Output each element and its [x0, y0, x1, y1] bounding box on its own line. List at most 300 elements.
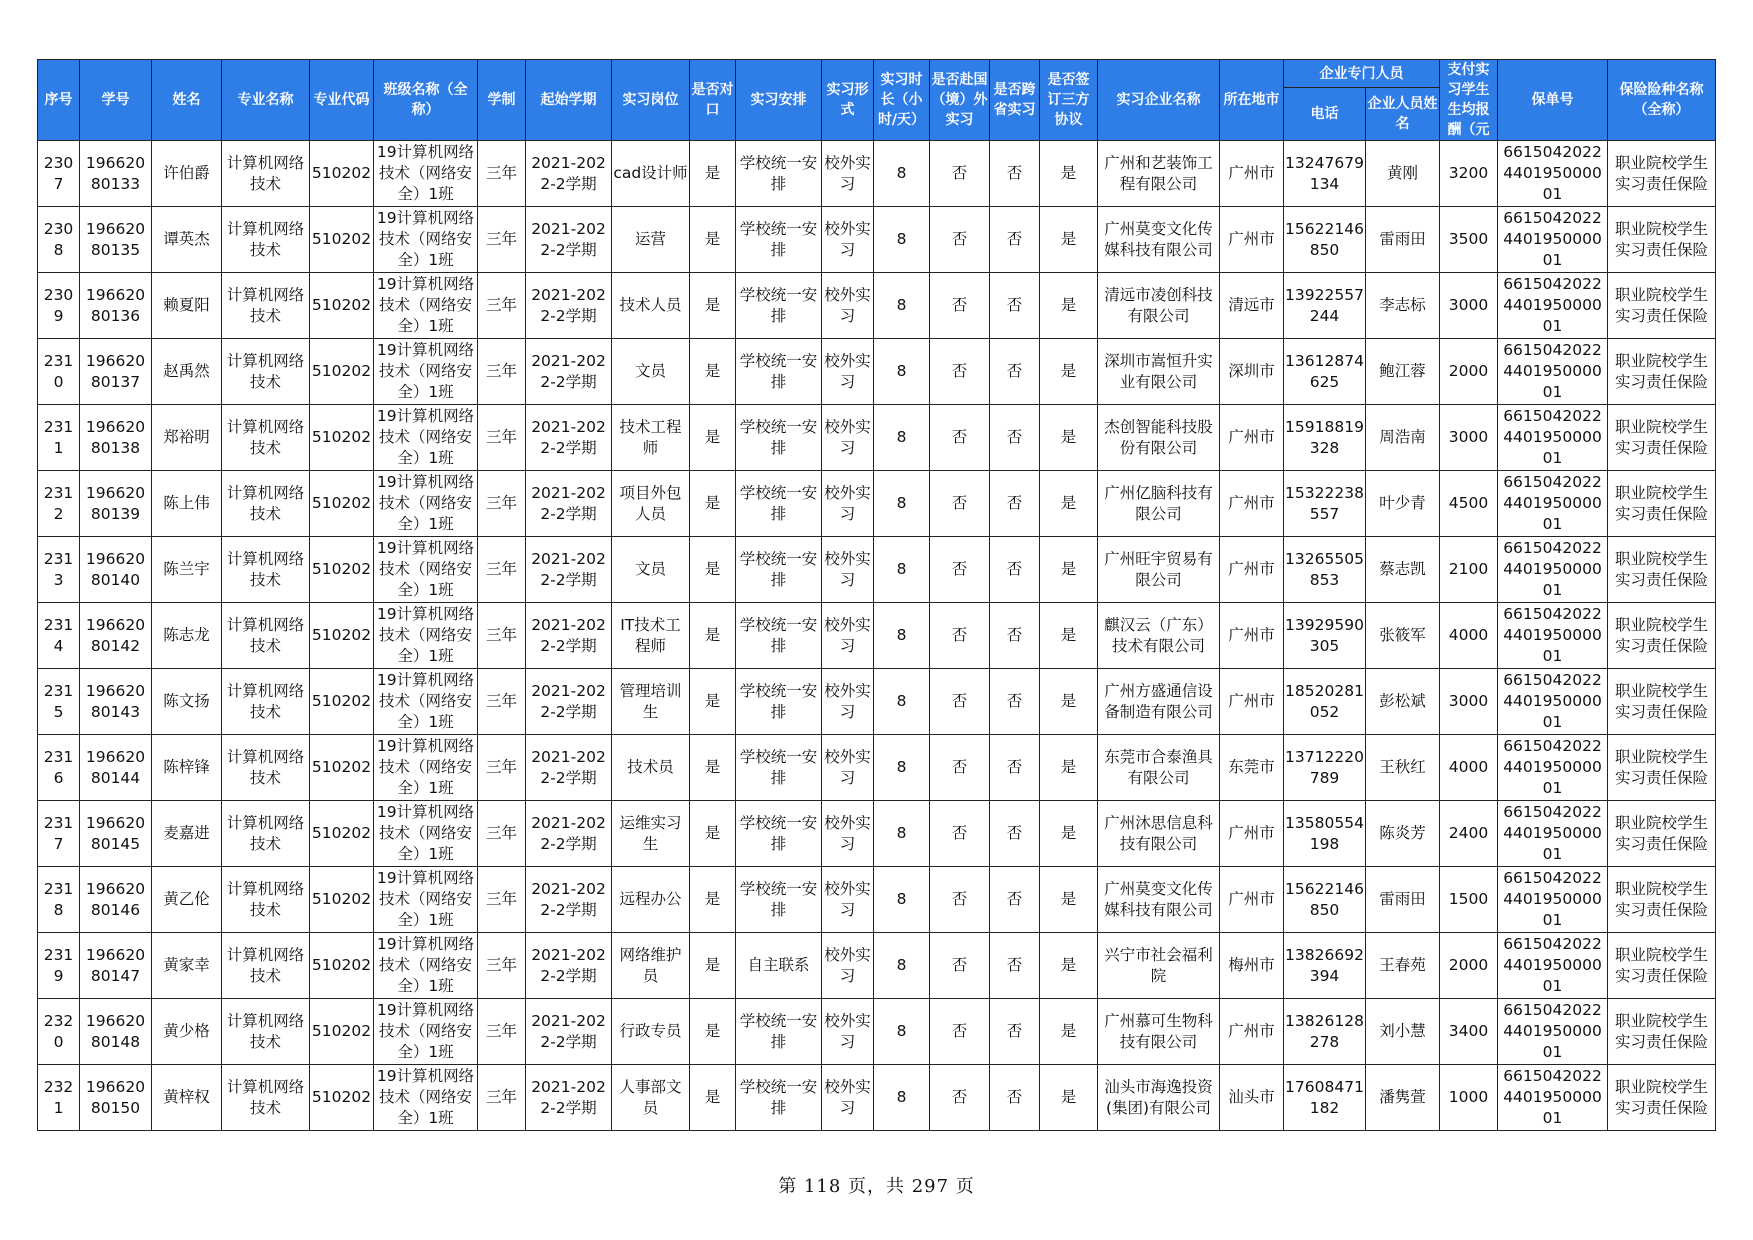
- cell-name: 陈上伟: [152, 471, 222, 537]
- table-row: [38, 735, 1716, 801]
- cell-abroad: 否: [930, 471, 990, 537]
- cell-pay: 1500: [1440, 867, 1498, 933]
- cell-tripartite: 是: [1040, 537, 1098, 603]
- cell-contact-name: 周浩南: [1366, 405, 1440, 471]
- cell-contact-name: 叶少青: [1366, 471, 1440, 537]
- cell-major-code: 510202: [310, 471, 374, 537]
- cell-abroad: 否: [930, 273, 990, 339]
- cell-position: 技术工程师: [612, 405, 690, 471]
- cell-duration: 三年: [478, 1065, 526, 1131]
- cell-pay: 3500: [1440, 207, 1498, 273]
- cell-tripartite: 是: [1040, 999, 1098, 1065]
- cell-cross-province: 否: [990, 1065, 1040, 1131]
- cell-start-term: 2021-2022-2学期: [526, 537, 612, 603]
- cell-name: 黄梓权: [152, 1065, 222, 1131]
- cell-insurance: 职业院校学生实习责任保险: [1608, 669, 1716, 735]
- internship-table: [37, 59, 1716, 1131]
- cell-major-code: 510202: [310, 1065, 374, 1131]
- cell-start-term: 2021-2022-2学期: [526, 339, 612, 405]
- cell-insurance: 职业院校学生实习责任保险: [1608, 867, 1716, 933]
- cell-phone: 13612874625: [1284, 339, 1366, 405]
- cell-seq: 2308: [38, 207, 80, 273]
- table-row: [38, 801, 1716, 867]
- cell-abroad: 否: [930, 207, 990, 273]
- cell-contact-name: 鲍江蓉: [1366, 339, 1440, 405]
- cell-contact-name: 张筱军: [1366, 603, 1440, 669]
- cell-cross-province: 否: [990, 933, 1040, 999]
- cell-city: 广州市: [1220, 141, 1284, 207]
- cell-contact-name: 刘小慧: [1366, 999, 1440, 1065]
- cell-phone: 17608471182: [1284, 1065, 1366, 1131]
- cell-form: 校外实习: [822, 273, 874, 339]
- cell-arrangement: 学校统一安排: [736, 735, 822, 801]
- cell-company: 东莞市合泰渔具有限公司: [1098, 735, 1220, 801]
- cell-seq: 2311: [38, 405, 80, 471]
- cell-matched: 是: [690, 471, 736, 537]
- table-row: [38, 471, 1716, 537]
- cell-duration: 三年: [478, 999, 526, 1065]
- cell-class-name: 19计算机网络技术（网络安全）1班: [374, 537, 478, 603]
- cell-hours: 8: [874, 537, 930, 603]
- cell-abroad: 否: [930, 867, 990, 933]
- header-abroad: 是否赴国（境）外实习: [930, 60, 990, 141]
- cell-insurance: 职业院校学生实习责任保险: [1608, 933, 1716, 999]
- cell-cross-province: 否: [990, 669, 1040, 735]
- header-tripartite: 是否签订三方协议: [1040, 60, 1098, 141]
- cell-position: 文员: [612, 537, 690, 603]
- cell-form: 校外实习: [822, 207, 874, 273]
- cell-company: 广州莫变文化传媒科技有限公司: [1098, 867, 1220, 933]
- cell-duration: 三年: [478, 603, 526, 669]
- cell-insurance: 职业院校学生实习责任保险: [1608, 207, 1716, 273]
- table-row: [38, 537, 1716, 603]
- cell-matched: 是: [690, 999, 736, 1065]
- cell-city: 深圳市: [1220, 339, 1284, 405]
- cell-abroad: 否: [930, 405, 990, 471]
- cell-position: 行政专员: [612, 999, 690, 1065]
- cell-cross-province: 否: [990, 273, 1040, 339]
- cell-start-term: 2021-2022-2学期: [526, 1065, 612, 1131]
- cell-tripartite: 是: [1040, 471, 1098, 537]
- cell-hours: 8: [874, 207, 930, 273]
- cell-major-code: 510202: [310, 867, 374, 933]
- cell-hours: 8: [874, 405, 930, 471]
- cell-hours: 8: [874, 339, 930, 405]
- table-row: [38, 669, 1716, 735]
- cell-pay: 4000: [1440, 735, 1498, 801]
- table-row: [38, 999, 1716, 1065]
- cell-cross-province: 否: [990, 735, 1040, 801]
- cell-abroad: 否: [930, 735, 990, 801]
- cell-policy-no: 6615042022440195000001: [1498, 537, 1608, 603]
- cell-cross-province: 否: [990, 471, 1040, 537]
- cell-start-term: 2021-2022-2学期: [526, 207, 612, 273]
- cell-cross-province: 否: [990, 603, 1040, 669]
- cell-major-code: 510202: [310, 339, 374, 405]
- cell-student-id: 19662080140: [80, 537, 152, 603]
- cell-name: 谭英杰: [152, 207, 222, 273]
- cell-hours: 8: [874, 801, 930, 867]
- cell-tripartite: 是: [1040, 867, 1098, 933]
- cell-student-id: 19662080144: [80, 735, 152, 801]
- cell-contact-name: 李志标: [1366, 273, 1440, 339]
- cell-abroad: 否: [930, 999, 990, 1065]
- cell-hours: 8: [874, 933, 930, 999]
- cell-form: 校外实习: [822, 801, 874, 867]
- cell-matched: 是: [690, 933, 736, 999]
- cell-name: 赖夏阳: [152, 273, 222, 339]
- header-class-name: 班级名称（全称）: [374, 60, 478, 141]
- cell-student-id: 19662080148: [80, 999, 152, 1065]
- cell-start-term: 2021-2022-2学期: [526, 669, 612, 735]
- header-hours: 实习时长（小时/天）: [874, 60, 930, 141]
- cell-phone: 18520281052: [1284, 669, 1366, 735]
- cell-duration: 三年: [478, 801, 526, 867]
- cell-arrangement: 学校统一安排: [736, 537, 822, 603]
- cell-major: 计算机网络技术: [222, 999, 310, 1065]
- cell-arrangement: 自主联系: [736, 933, 822, 999]
- cell-start-term: 2021-2022-2学期: [526, 141, 612, 207]
- cell-name: 郑裕明: [152, 405, 222, 471]
- cell-policy-no: 6615042022440195000001: [1498, 603, 1608, 669]
- cell-matched: 是: [690, 405, 736, 471]
- cell-class-name: 19计算机网络技术（网络安全）1班: [374, 669, 478, 735]
- cell-abroad: 否: [930, 537, 990, 603]
- cell-form: 校外实习: [822, 405, 874, 471]
- cell-seq: 2315: [38, 669, 80, 735]
- cell-duration: 三年: [478, 471, 526, 537]
- cell-name: 黄乙伦: [152, 867, 222, 933]
- cell-hours: 8: [874, 735, 930, 801]
- cell-major: 计算机网络技术: [222, 603, 310, 669]
- cell-arrangement: 学校统一安排: [736, 603, 822, 669]
- cell-position: 远程办公: [612, 867, 690, 933]
- table-row: [38, 405, 1716, 471]
- cell-position: 管理培训生: [612, 669, 690, 735]
- cell-duration: 三年: [478, 207, 526, 273]
- cell-start-term: 2021-2022-2学期: [526, 933, 612, 999]
- cell-major-code: 510202: [310, 801, 374, 867]
- cell-form: 校外实习: [822, 339, 874, 405]
- cell-class-name: 19计算机网络技术（网络安全）1班: [374, 933, 478, 999]
- cell-duration: 三年: [478, 735, 526, 801]
- cell-student-id: 19662080145: [80, 801, 152, 867]
- cell-company: 清远市凌创科技有限公司: [1098, 273, 1220, 339]
- cell-seq: 2318: [38, 867, 80, 933]
- cell-major: 计算机网络技术: [222, 273, 310, 339]
- cell-policy-no: 6615042022440195000001: [1498, 801, 1608, 867]
- cell-policy-no: 6615042022440195000001: [1498, 471, 1608, 537]
- table-row: [38, 339, 1716, 405]
- cell-major-code: 510202: [310, 603, 374, 669]
- cell-matched: 是: [690, 603, 736, 669]
- cell-name: 麦嘉进: [152, 801, 222, 867]
- cell-position: 项目外包人员: [612, 471, 690, 537]
- cell-position: IT技术工程师: [612, 603, 690, 669]
- cell-company: 兴宁市社会福利院: [1098, 933, 1220, 999]
- header-cross-province: 是否跨省实习: [990, 60, 1040, 141]
- cell-insurance: 职业院校学生实习责任保险: [1608, 537, 1716, 603]
- cell-arrangement: 学校统一安排: [736, 273, 822, 339]
- cell-cross-province: 否: [990, 867, 1040, 933]
- cell-hours: 8: [874, 471, 930, 537]
- header-major-code: 专业代码: [310, 60, 374, 141]
- cell-policy-no: 6615042022440195000001: [1498, 669, 1608, 735]
- cell-phone: 15918819328: [1284, 405, 1366, 471]
- cell-city: 广州市: [1220, 207, 1284, 273]
- table-row: [38, 933, 1716, 999]
- cell-arrangement: 学校统一安排: [736, 141, 822, 207]
- cell-major-code: 510202: [310, 735, 374, 801]
- cell-pay: 4500: [1440, 471, 1498, 537]
- cell-major-code: 510202: [310, 405, 374, 471]
- cell-tripartite: 是: [1040, 933, 1098, 999]
- cell-matched: 是: [690, 1065, 736, 1131]
- cell-hours: 8: [874, 273, 930, 339]
- cell-major: 计算机网络技术: [222, 537, 310, 603]
- cell-insurance: 职业院校学生实习责任保险: [1608, 405, 1716, 471]
- cell-contact-name: 黄刚: [1366, 141, 1440, 207]
- cell-name: 黄少格: [152, 999, 222, 1065]
- cell-company: 杰创智能科技股份有限公司: [1098, 405, 1220, 471]
- cell-tripartite: 是: [1040, 405, 1098, 471]
- cell-cross-province: 否: [990, 339, 1040, 405]
- cell-major: 计算机网络技术: [222, 1065, 310, 1131]
- cell-major-code: 510202: [310, 669, 374, 735]
- cell-major-code: 510202: [310, 999, 374, 1065]
- cell-phone: 13580554198: [1284, 801, 1366, 867]
- page-number: 第 118 页，共 297 页: [778, 1176, 975, 1197]
- cell-insurance: 职业院校学生实习责任保险: [1608, 1065, 1716, 1131]
- cell-matched: 是: [690, 339, 736, 405]
- cell-matched: 是: [690, 207, 736, 273]
- cell-position: 技术员: [612, 735, 690, 801]
- cell-class-name: 19计算机网络技术（网络安全）1班: [374, 207, 478, 273]
- cell-major: 计算机网络技术: [222, 405, 310, 471]
- header-phone: 电话: [1284, 88, 1366, 141]
- cell-phone: 13712220789: [1284, 735, 1366, 801]
- header-pay: 支付实习学生生均报酬（元: [1440, 60, 1498, 141]
- cell-company: 广州方盛通信设备制造有限公司: [1098, 669, 1220, 735]
- cell-contact-name: 蔡志凯: [1366, 537, 1440, 603]
- cell-start-term: 2021-2022-2学期: [526, 273, 612, 339]
- cell-class-name: 19计算机网络技术（网络安全）1班: [374, 603, 478, 669]
- cell-start-term: 2021-2022-2学期: [526, 603, 612, 669]
- cell-student-id: 19662080133: [80, 141, 152, 207]
- cell-name: 陈梓锋: [152, 735, 222, 801]
- cell-seq: 2316: [38, 735, 80, 801]
- cell-class-name: 19计算机网络技术（网络安全）1班: [374, 999, 478, 1065]
- cell-policy-no: 6615042022440195000001: [1498, 735, 1608, 801]
- header-start-term: 起始学期: [526, 60, 612, 141]
- cell-arrangement: 学校统一安排: [736, 405, 822, 471]
- header-position: 实习岗位: [612, 60, 690, 141]
- cell-major: 计算机网络技术: [222, 339, 310, 405]
- cell-city: 汕头市: [1220, 1065, 1284, 1131]
- cell-abroad: 否: [930, 669, 990, 735]
- cell-student-id: 19662080136: [80, 273, 152, 339]
- cell-name: 陈兰宇: [152, 537, 222, 603]
- cell-student-id: 19662080150: [80, 1065, 152, 1131]
- cell-company: 深圳市嵩恒升实业有限公司: [1098, 339, 1220, 405]
- cell-form: 校外实习: [822, 669, 874, 735]
- cell-policy-no: 6615042022440195000001: [1498, 867, 1608, 933]
- cell-position: 网络维护员: [612, 933, 690, 999]
- cell-abroad: 否: [930, 141, 990, 207]
- cell-pay: 3400: [1440, 999, 1498, 1065]
- header-contact-group: 企业专门人员: [1284, 60, 1440, 88]
- cell-company: 广州旺宇贸易有限公司: [1098, 537, 1220, 603]
- cell-insurance: 职业院校学生实习责任保险: [1608, 141, 1716, 207]
- cell-arrangement: 学校统一安排: [736, 1065, 822, 1131]
- cell-hours: 8: [874, 141, 930, 207]
- cell-pay: 3200: [1440, 141, 1498, 207]
- cell-form: 校外实习: [822, 537, 874, 603]
- cell-tripartite: 是: [1040, 141, 1098, 207]
- cell-company: 广州亿脑科技有限公司: [1098, 471, 1220, 537]
- cell-contact-name: 潘隽萱: [1366, 1065, 1440, 1131]
- cell-city: 广州市: [1220, 801, 1284, 867]
- cell-pay: 4000: [1440, 603, 1498, 669]
- cell-company: 广州和艺装饰工程有限公司: [1098, 141, 1220, 207]
- cell-class-name: 19计算机网络技术（网络安全）1班: [374, 867, 478, 933]
- header-form: 实习形式: [822, 60, 874, 141]
- cell-duration: 三年: [478, 405, 526, 471]
- cell-arrangement: 学校统一安排: [736, 471, 822, 537]
- cell-class-name: 19计算机网络技术（网络安全）1班: [374, 471, 478, 537]
- cell-insurance: 职业院校学生实习责任保险: [1608, 471, 1716, 537]
- cell-matched: 是: [690, 273, 736, 339]
- cell-class-name: 19计算机网络技术（网络安全）1班: [374, 1065, 478, 1131]
- cell-major: 计算机网络技术: [222, 933, 310, 999]
- cell-phone: 13265505853: [1284, 537, 1366, 603]
- cell-abroad: 否: [930, 339, 990, 405]
- cell-name: 陈志龙: [152, 603, 222, 669]
- cell-seq: 2310: [38, 339, 80, 405]
- cell-policy-no: 6615042022440195000001: [1498, 141, 1608, 207]
- table-header: [38, 60, 1716, 141]
- cell-hours: 8: [874, 603, 930, 669]
- cell-form: 校外实习: [822, 1065, 874, 1131]
- cell-contact-name: 王春苑: [1366, 933, 1440, 999]
- cell-form: 校外实习: [822, 141, 874, 207]
- cell-form: 校外实习: [822, 471, 874, 537]
- cell-insurance: 职业院校学生实习责任保险: [1608, 603, 1716, 669]
- cell-abroad: 否: [930, 1065, 990, 1131]
- table-row: [38, 141, 1716, 207]
- cell-start-term: 2021-2022-2学期: [526, 999, 612, 1065]
- cell-major-code: 510202: [310, 537, 374, 603]
- cell-tripartite: 是: [1040, 801, 1098, 867]
- cell-arrangement: 学校统一安排: [736, 867, 822, 933]
- cell-position: 技术人员: [612, 273, 690, 339]
- cell-class-name: 19计算机网络技术（网络安全）1班: [374, 339, 478, 405]
- cell-seq: 2319: [38, 933, 80, 999]
- cell-major: 计算机网络技术: [222, 801, 310, 867]
- cell-seq: 2307: [38, 141, 80, 207]
- cell-city: 广州市: [1220, 867, 1284, 933]
- cell-start-term: 2021-2022-2学期: [526, 801, 612, 867]
- cell-hours: 8: [874, 1065, 930, 1131]
- cell-cross-province: 否: [990, 999, 1040, 1065]
- cell-matched: 是: [690, 867, 736, 933]
- cell-city: 广州市: [1220, 537, 1284, 603]
- cell-company: 广州沐思信息科技有限公司: [1098, 801, 1220, 867]
- cell-phone: 15622146850: [1284, 207, 1366, 273]
- cell-cross-province: 否: [990, 207, 1040, 273]
- cell-pay: 3000: [1440, 273, 1498, 339]
- header-duration: 学制: [478, 60, 526, 141]
- cell-pay: 3000: [1440, 669, 1498, 735]
- cell-city: 广州市: [1220, 405, 1284, 471]
- cell-pay: 2100: [1440, 537, 1498, 603]
- table-row: [38, 867, 1716, 933]
- cell-policy-no: 6615042022440195000001: [1498, 207, 1608, 273]
- cell-tripartite: 是: [1040, 273, 1098, 339]
- cell-hours: 8: [874, 867, 930, 933]
- cell-duration: 三年: [478, 669, 526, 735]
- cell-insurance: 职业院校学生实习责任保险: [1608, 999, 1716, 1065]
- cell-name: 陈文扬: [152, 669, 222, 735]
- cell-pay: 1000: [1440, 1065, 1498, 1131]
- cell-class-name: 19计算机网络技术（网络安全）1班: [374, 735, 478, 801]
- cell-major-code: 510202: [310, 933, 374, 999]
- cell-hours: 8: [874, 999, 930, 1065]
- cell-cross-province: 否: [990, 405, 1040, 471]
- cell-student-id: 19662080139: [80, 471, 152, 537]
- header-matched: 是否对口: [690, 60, 736, 141]
- cell-seq: 2312: [38, 471, 80, 537]
- cell-phone: 13826128278: [1284, 999, 1366, 1065]
- cell-tripartite: 是: [1040, 1065, 1098, 1131]
- cell-class-name: 19计算机网络技术（网络安全）1班: [374, 141, 478, 207]
- cell-cross-province: 否: [990, 801, 1040, 867]
- cell-contact-name: 王秋红: [1366, 735, 1440, 801]
- table-body: [38, 141, 1716, 1131]
- cell-policy-no: 6615042022440195000001: [1498, 933, 1608, 999]
- cell-major: 计算机网络技术: [222, 669, 310, 735]
- cell-position: 文员: [612, 339, 690, 405]
- cell-contact-name: 雷雨田: [1366, 867, 1440, 933]
- cell-major: 计算机网络技术: [222, 867, 310, 933]
- cell-insurance: 职业院校学生实习责任保险: [1608, 801, 1716, 867]
- cell-arrangement: 学校统一安排: [736, 801, 822, 867]
- cell-policy-no: 6615042022440195000001: [1498, 999, 1608, 1065]
- header-arrangement: 实习安排: [736, 60, 822, 141]
- cell-insurance: 职业院校学生实习责任保险: [1608, 339, 1716, 405]
- cell-student-id: 19662080143: [80, 669, 152, 735]
- cell-phone: 13922557244: [1284, 273, 1366, 339]
- cell-position: cad设计师: [612, 141, 690, 207]
- cell-major: 计算机网络技术: [222, 735, 310, 801]
- cell-city: 广州市: [1220, 669, 1284, 735]
- cell-phone: 13826692394: [1284, 933, 1366, 999]
- cell-duration: 三年: [478, 867, 526, 933]
- cell-pay: 2400: [1440, 801, 1498, 867]
- cell-seq: 2313: [38, 537, 80, 603]
- cell-major: 计算机网络技术: [222, 141, 310, 207]
- cell-contact-name: 彭松斌: [1366, 669, 1440, 735]
- header-policy-no: 保单号: [1498, 60, 1608, 141]
- cell-company: 广州慕可生物科技有限公司: [1098, 999, 1220, 1065]
- cell-student-id: 19662080142: [80, 603, 152, 669]
- cell-duration: 三年: [478, 537, 526, 603]
- cell-policy-no: 6615042022440195000001: [1498, 339, 1608, 405]
- cell-student-id: 19662080135: [80, 207, 152, 273]
- cell-seq: 2317: [38, 801, 80, 867]
- cell-class-name: 19计算机网络技术（网络安全）1班: [374, 801, 478, 867]
- cell-arrangement: 学校统一安排: [736, 669, 822, 735]
